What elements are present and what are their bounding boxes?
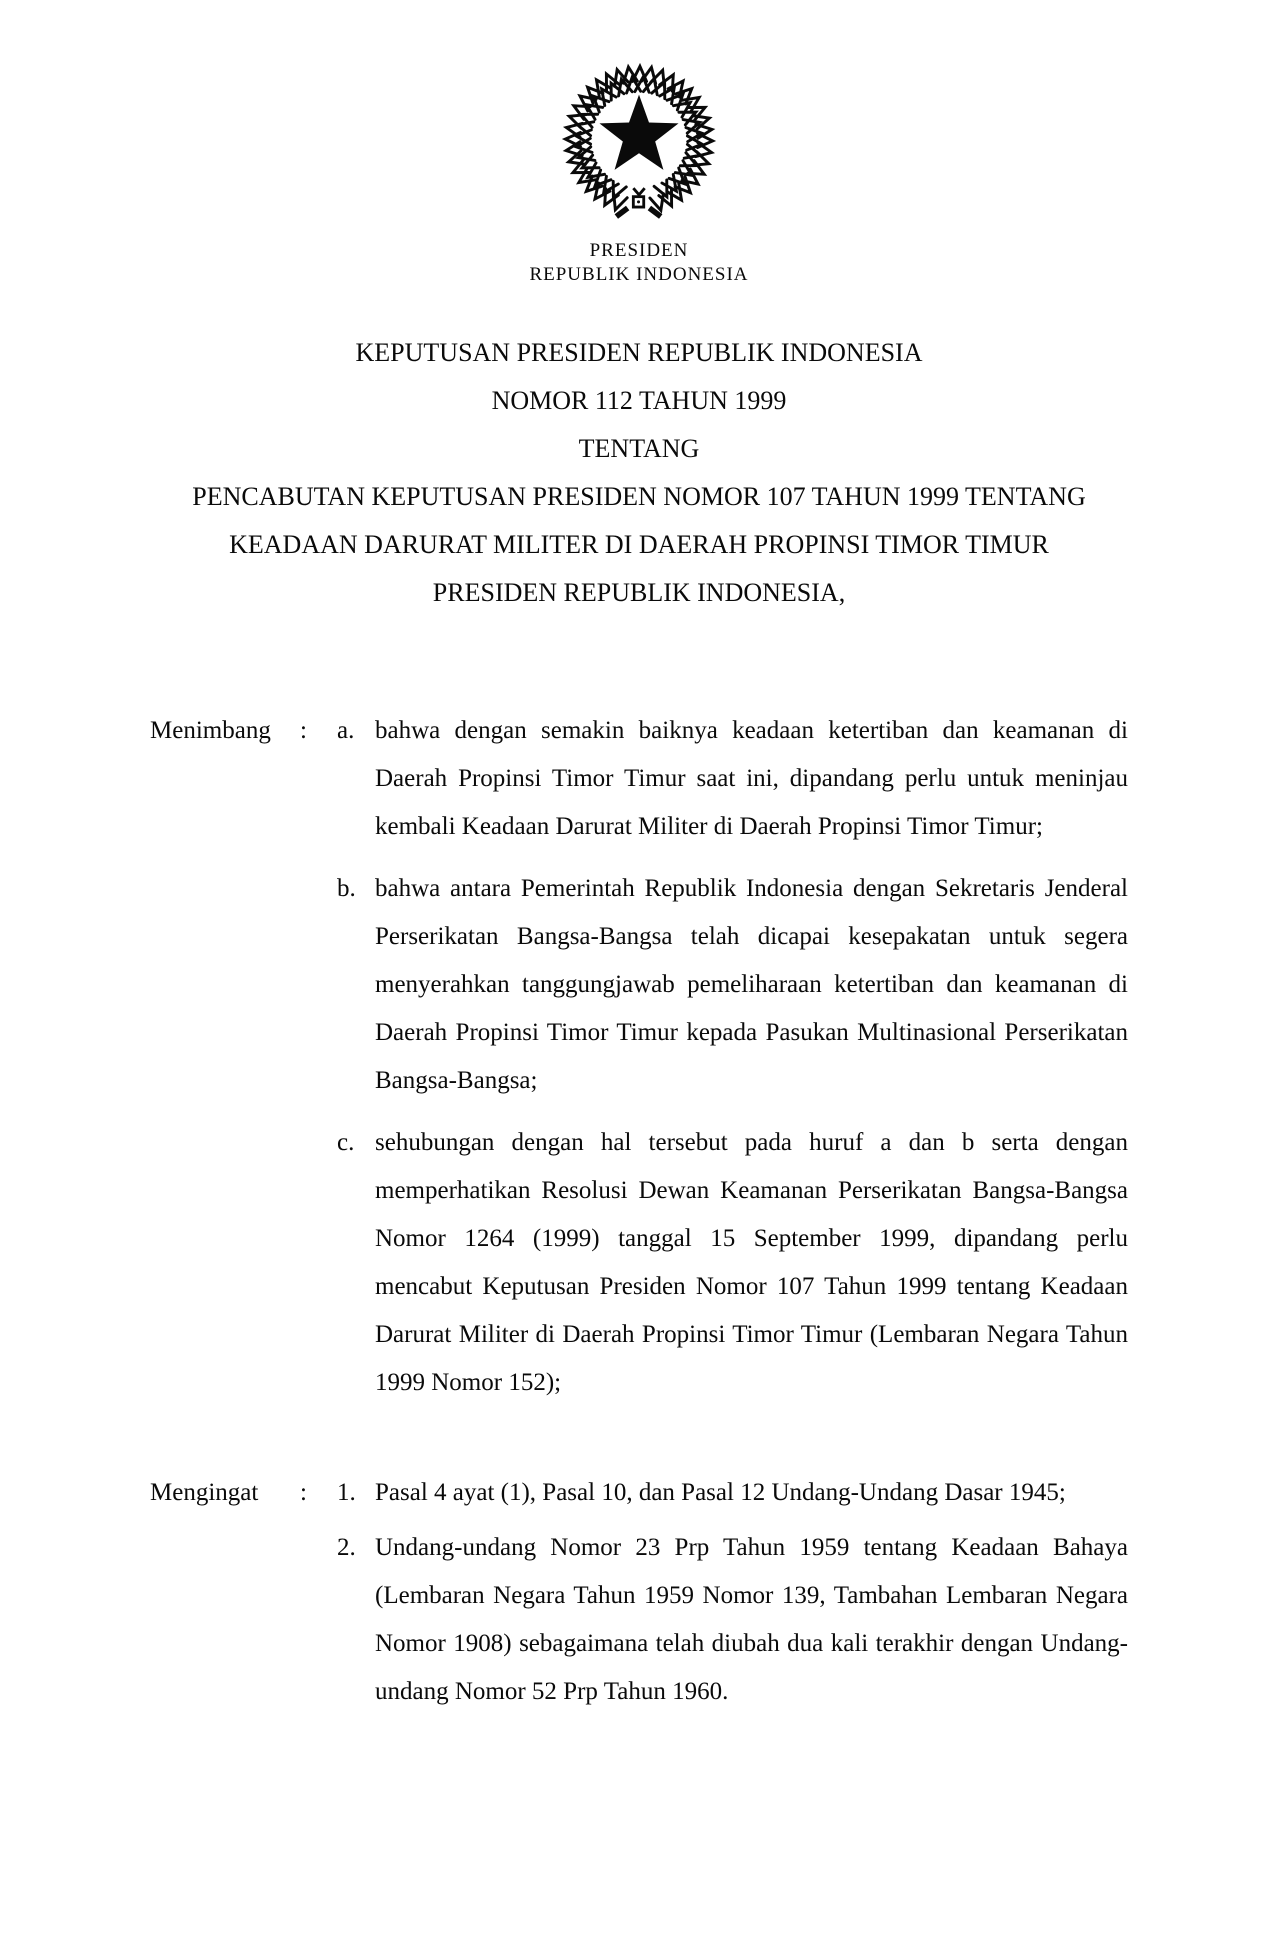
item-marker: 1. [337, 1479, 356, 1506]
item-text: Undang-undang Nomor 23 Prp Tahun 1959 tentang Keadaan Bahaya (Lembaran Negara Tahun 1959 Nomor 139, Tambahan Lembaran Negara Nomor 1908) sebagaimana telah diubah dua kali terakhir dengan Undang-undang Nomor 52 Prp Tahun 1960. [375, 1534, 1128, 1705]
org-line-presiden: PRESIDEN [589, 240, 689, 261]
recalling-label: Mengingat [150, 1479, 259, 1506]
considering-item-b [150, 865, 1128, 1105]
recalling-item-2 [150, 1524, 1128, 1716]
decree-number-line: NOMOR 112 TAHUN 1999 [491, 386, 787, 415]
issuer-line: PRESIDEN REPUBLIK INDONESIA, [432, 578, 846, 607]
item-text: bahwa antara Pemerintah Republik Indonesia dengan Sekretaris Jenderal Perserikatan Bangsa-Bangsa telah dicapai kesepakatan untuk segera menyerahkan tanggungjawab pemeliharaan ketertiban dan keamanan di Daerah Propinsi Timor Timur kepada Pasukan Multinasional Perserikatan Bangsa-Bangsa; [375, 875, 1128, 1094]
item-marker: a. [337, 717, 355, 744]
recalling-section [150, 1469, 1128, 1716]
colon-spacer [300, 1119, 337, 1407]
subject-line-2: KEADAAN DARURAT MILITER DI DAERAH PROPINSI TIMOR TIMUR [229, 530, 1049, 559]
label-spacer [150, 1524, 300, 1716]
star-shape [599, 95, 678, 170]
label-spacer [150, 865, 300, 1105]
item-text: Pasal 4 ayat (1), Pasal 10, dan Pasal 12 Undang-Undang Dasar 1945; [375, 1479, 1066, 1506]
item-text: bahwa dengan semakin baiknya keadaan ketertiban dan keamanan di Daerah Propinsi Timor Timur saat ini, dipandang perlu untuk meninjau kembali Keadaan Darurat Militer di Daerah Propinsi Timor Timur; [375, 717, 1128, 840]
decree-heading-line: KEPUTUSAN PRESIDEN REPUBLIK INDONESIA [355, 338, 923, 367]
subject-line-1: PENCABUTAN KEPUTUSAN PRESIDEN NOMOR 107 TAHUN 1999 TENTANG [192, 482, 1086, 511]
considering-section [150, 707, 1128, 1407]
tentang-line: TENTANG [578, 434, 700, 463]
org-line-republik-indonesia: REPUBLIK INDONESIA [529, 264, 749, 285]
presidential-seal-icon [554, 55, 724, 225]
item-marker: c. [337, 1129, 355, 1156]
recalling-item-1 [150, 1469, 1128, 1517]
considering-colon: : [300, 717, 307, 744]
considering-label: Menimbang [150, 717, 271, 744]
item-marker: 2. [337, 1534, 356, 1561]
colon-spacer [300, 865, 337, 1105]
item-text: sehubungan dengan hal tersebut pada huruf a dan b serta dengan memperhatikan Resolusi Dewan Keamanan Perserikatan Bangsa-Bangsa Nomor 1264 (1999) tanggal 15 September 1999, dipandang perlu mencabut Keputusan Presiden Nomor 107 Tahun 1999 tentang Keadaan Darurat Militer di Daerah Propinsi Timor Timur (Lembaran Negara Tahun 1999 Nomor 152); [375, 1129, 1128, 1396]
label-spacer [150, 1119, 300, 1407]
decree-title-block [150, 329, 1128, 617]
recalling-colon: : [300, 1479, 307, 1506]
considering-item-a [150, 707, 1128, 851]
decree-body [150, 707, 1128, 1716]
colon-spacer [300, 1524, 337, 1716]
considering-item-c [150, 1119, 1128, 1407]
item-marker: b. [337, 875, 356, 902]
